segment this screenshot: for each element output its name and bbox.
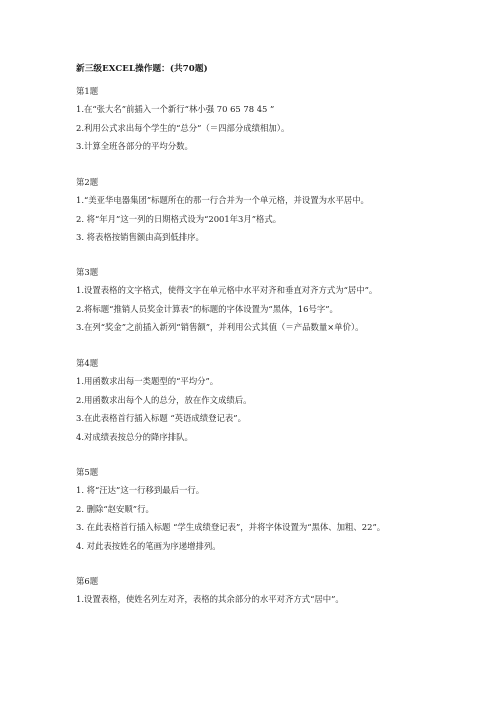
question-item: 1. 将“汪达”这一行移到最后一行。 [76,485,205,495]
question-section [76,267,476,341]
question-item: 3. 在此表格首行插入标题 “学生成绩登记表”，并将字体设置为“黑体、加粗、22”。 [76,522,386,533]
question-heading: 第4题 [76,358,99,368]
question-section [76,576,476,613]
question-section [76,177,476,251]
question-section [76,358,476,450]
question-item: 3.在列“奖金”之前插入新列“销售额”，并利用公式其值（＝产品数量×单价）。 [76,322,364,333]
question-section [76,467,476,559]
question-heading: 第5题 [76,467,99,477]
question-heading: 第3题 [76,267,99,277]
document-title: 新三级EXCEL操作题：(共70题) [76,64,208,74]
question-item: 1.设置表格，使姓名列左对齐，表格的其余部分的水平对齐方式“居中”。 [76,594,344,604]
question-item: 3. 将表格按销售额由高到低排序。 [76,232,204,243]
question-item: 2. 删除“赵安顺”行。 [76,503,154,514]
question-item: 1.设置表格的文字格式，使得文字在单元格中水平对齐和垂直对齐方式为“居中”。 [76,285,378,295]
question-item: 1.“美亚华电器集团”标题所在的那一行合并为一个单元格，并设置为水平居中。 [76,195,369,205]
question-heading: 第6题 [76,576,99,586]
question-item: 2. 将“年月”这一列的日期格式设为“2001年3月”格式。 [76,213,282,224]
question-item: 3.计算全班各部分的平均分数。 [76,141,193,152]
question-item: 4.对成绩表按总分的降序排队。 [76,431,193,442]
question-item: 1.在“张大名”前插入一个新行“林小强 70 65 78 45 ” [76,104,275,114]
question-item: 3.在此表格首行插入标题 “英语成绩登记表”。 [76,413,246,424]
question-item: 1.用函数求出每一类题型的“平均分”。 [76,376,219,386]
question-item: 2.利用公式求出每个学生的“总分”（＝四部分成绩相加）。 [76,122,290,133]
question-heading: 第1题 [76,86,99,96]
question-section [76,86,476,160]
question-item: 2.用函数求出每个人的总分，放在作文成绩后。 [76,394,252,405]
question-item: 2.将标题“推销人员奖金计算表”的标题的字体设置为“黑体，16号字”。 [76,303,338,314]
question-item: 4. 对此表按姓名的笔画为序递增排列。 [76,540,221,551]
question-heading: 第2题 [76,177,99,187]
